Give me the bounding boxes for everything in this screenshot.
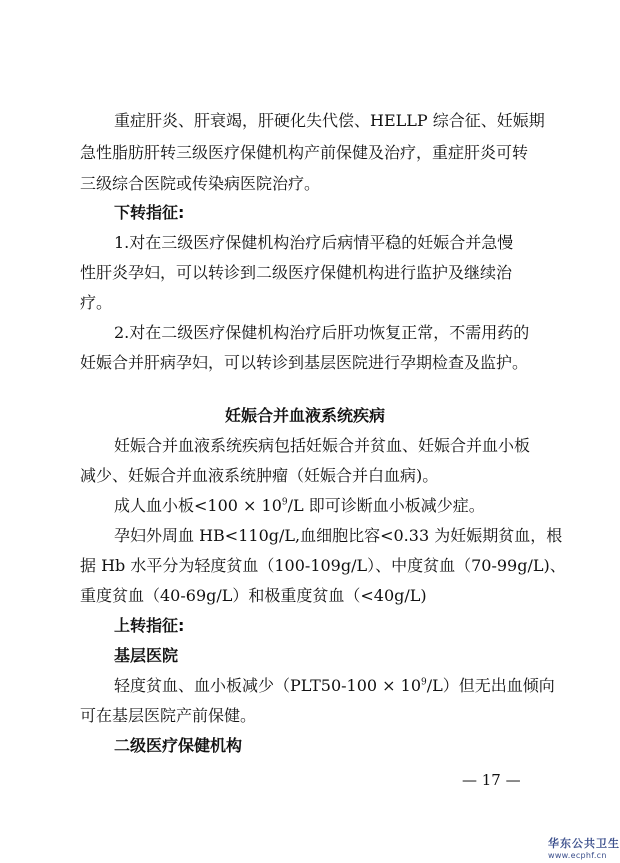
para3-line-3: 重度贫血（40-69g/L）和极重度贫血（<40g/L): [80, 586, 427, 605]
para3-line-2: 据 Hb 水平分为轻度贫血（100-109g/L）、中度贫血（70-99g/L)、: [80, 556, 566, 575]
para1-line-2: 减少、妊娠合并血液系统肿瘤（妊娠合并白血病)。: [80, 466, 439, 485]
secondary-institution-heading: 二级医疗保健机构: [114, 736, 243, 755]
para2-line: [114, 496, 485, 516]
para2-text-after: /L 即可诊断血小板减少症。: [287, 496, 485, 515]
watermark-name: 华东公共卫生: [548, 837, 620, 850]
para2-exponent: 9: [281, 497, 288, 508]
para4-text-before: 轻度贫血、血小板减少（PLT50-100 × 10: [114, 676, 422, 695]
item2-line-2: 妊娠合并肝病孕妇，可以转诊到基层医院进行孕期检查及监护。: [80, 353, 529, 372]
item1-line-3: 疗。: [80, 293, 113, 312]
primary-hospital-heading: 基层医院: [114, 646, 179, 665]
section1-line-1: 重症肝炎、肝衰竭，肝硬化失代偿、HELLP 综合征、妊娠期: [114, 111, 545, 130]
up-transfer-heading: 上转指征:: [114, 616, 185, 635]
para3-line-1: 孕妇外周血 HB<110g/L,血细胞比容<0.33 为妊娠期贫血，根: [114, 526, 563, 545]
section1-line-3: 三级综合医院或传染病医院治疗。: [80, 174, 321, 193]
para4-exponent: 9: [421, 677, 427, 688]
para2-text-before: 成人血小板<100 × 10: [114, 496, 282, 515]
para4-line-1: [114, 676, 555, 696]
down-transfer-heading: 下转指征:: [114, 203, 185, 222]
section1-line-2: 急性脂肪肝转三级医疗保健机构产前保健及治疗，重症肝炎可转: [80, 143, 529, 162]
section-title: 妊娠合并血液系统疾病: [224, 406, 385, 425]
page-number: — 17 —: [462, 771, 521, 789]
para4-line-2: 可在基层医院产前保健。: [80, 706, 257, 725]
para1-line-1: 妊娠合并血液系统疾病包括妊娠合并贫血、妊娠合并血小板: [114, 436, 531, 455]
item1-line-1: 1.对在三级医疗保健机构治疗后病情平稳的妊娠合并急慢: [114, 233, 514, 252]
item1-line-2: 性肝炎孕妇，可以转诊到二级医疗保健机构进行监护及继续治: [80, 263, 513, 282]
watermark-url: www.ecphf.cn: [548, 851, 607, 860]
item2-line-1: 2.对在二级医疗保健机构治疗后肝功恢复正常，不需用药的: [114, 323, 530, 342]
para4-text-after: /L）但无出血倾向: [426, 676, 555, 695]
